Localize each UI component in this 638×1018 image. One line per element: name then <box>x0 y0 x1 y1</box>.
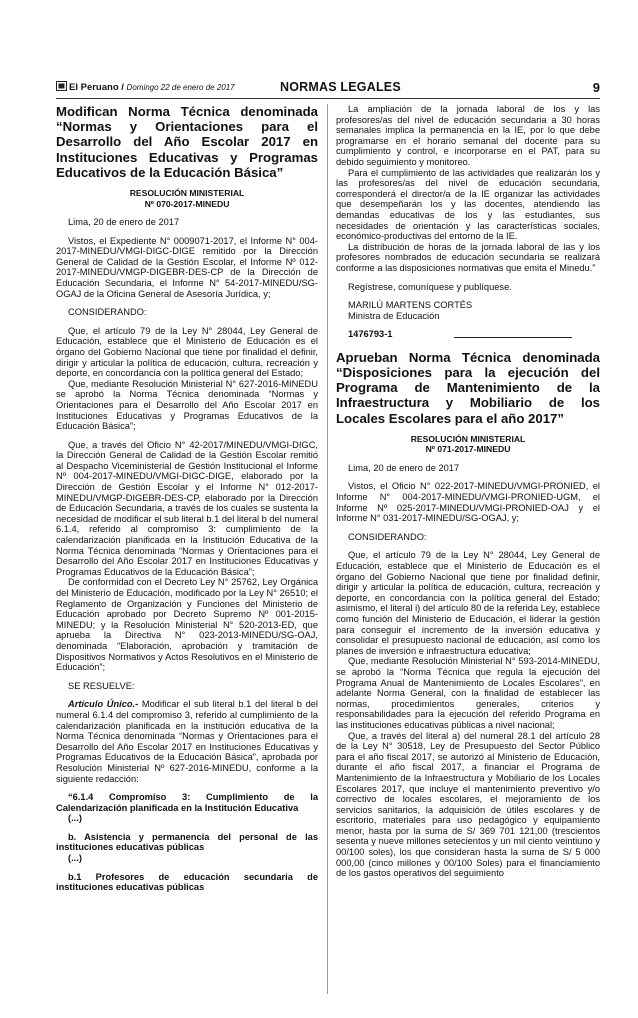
se-resuelve-heading: SE RESUELVE: <box>68 680 135 691</box>
article-text: Modificar el sub literal b.1 del literal b del numeral 6.1.4 del compromiso 3, referido al cumplimiento de la calendarización planificada en la institución educativa de la Norma Técnica denominada “Normas y Orientaciones para el Desarrollo del Año Escolar 2017 en Instituciones Educativas y Programas Educativos de la Educación Básica”, aprobada por Resolución Ministerial Nº 627-2016-MINEDU, conforme a la siguiente redacción: <box>56 699 318 784</box>
el-peruano-logo-icon <box>56 81 67 91</box>
paragraph: La distribución de horas de la jornada laboral de las y los profesores nombrados de educación secundaria se realizará conforme a las disposiciones normativas que emita el Minedu.” <box>336 241 600 273</box>
paragraph: Que, el artículo 79 de la Ley N° 28044, Ley General de Educación, establece que el Ministerio de Educación es el órgano del Gobierno Nacional que tiene por finalidad el definir, dirigir y articular la política de educación, cultura, recreación y deporte, en concordancia con la política general del Estado; <box>56 325 318 379</box>
paragraph: La ampliación de la jornada laboral de los y las profesores/as del nivel de educación secundaria a 30 horas semanales implica la permanencia en la IE, por lo que debe programarse en el horario semanal del docente para su cumplimiento y control, e incorporarse en el PAT, para su debido seguimiento y monitoreo. <box>336 104 600 167</box>
paragraph: Que, a través del Oficio N° 42-2017/MINEDU/VMGI-DIGC, la Dirección General de Calidad de la Gestión Escolar remitió al Despacho Viceministerial de Gestión Institucional el Informe Nº 004-2017-MINEDU/VMGI-DIGC-DIGE, elaborado por la Dirección de Gestión Escolar y el Informe N° 012-2017-MINEDU/VMGP-DIGEBR-DES-CP, elaborado por la Dirección de Educación Secundaria, a través de los cuales se sustenta la necesidad de modificar el sub literal b.1 del literal b del numeral 6.1.4, referido al compromiso 3: cumplimiento de la calendarización planificada en la Institución Educativa de la Norma Técnica denominada “Normas y Orientaciones para el Desarrollo del Año Escolar 2017 en Instituciones Educativas y Programas Educativos de la Educación Básica”; <box>56 439 319 577</box>
signer-title: Ministra de Educación <box>348 310 440 321</box>
right-column <box>336 104 600 879</box>
closing-formula: Regístrese, comuníquese y publíquese. <box>348 281 512 292</box>
ellipsis: (...) <box>68 813 82 824</box>
paragraph: Que, mediante Resolución Ministerial N° 627-2016-MINEDU se aprobó la Norma Técnica denominada “Normas y Orientaciones para el Desarrollo del Año Escolar 2017 en Instituciones Educativas y Programas Educativos de la Educación Básica”; <box>56 378 318 432</box>
page-header <box>56 80 600 98</box>
considerando-heading: CONSIDERANDO: <box>348 531 427 542</box>
section-title: NORMAS LEGALES <box>280 80 401 94</box>
paragraph: De conformidad con el Decreto Ley N° 25762, Ley Orgánica del Ministerio de Educación, modificado por la Ley N° 26510; el Reglamento de Organización y Funciones del Ministerio de Educación aprobado por Decreto Supremo Nº 001-2015-MINEDU; y la Resolución Ministerial N° 520-2013-ED, que aprueba la Directiva N° 023-2013-MINEDU/SG-OAJ, denominada “Elaboración, aprobación y tramitación de Dispositivos Normativos y Actos Resolutivos en el Ministerio de Educación”; <box>56 577 318 673</box>
vistos-paragraph: Vistos, el Oficio N° 022-2017-MINEDU/VMGI-PRONIED, el Informe N° 004-2017-MINEDU/VMGI-PRONIED-UGM, el Informe Nº 025-2017-MINEDU/VMGI-PRONIED-OAJ y el Informe N° 031-2017-MINEDU/SG-OGAJ, y; <box>336 481 600 524</box>
resolution-label: RESOLUCIÓN MINISTERIAL <box>410 433 526 444</box>
place-date: Lima, 20 de enero de 2017 <box>348 462 460 473</box>
left-column <box>56 104 318 893</box>
place-date: Lima, 20 de enero de 2017 <box>68 217 180 228</box>
article-separator <box>454 337 572 338</box>
publication-code: 1476793-1 <box>348 329 393 340</box>
issue-date: Domingo 22 de enero de 2017 <box>126 83 235 92</box>
column-divider <box>327 104 328 994</box>
header-rule <box>56 98 600 99</box>
article-label: Artículo Único.- <box>68 699 139 710</box>
paragraph: Para el cumplimiento de las actividades que realizarán los y las profesores/as del nivel de educación secundaria, corresponderá el director/a de la IE organizar las actividades que desempeñarán los y las docentes, atendiendo las demandas educativas de los y las estudiantes, sus necesidades de orientación y las características sociales, económico-productivas del entorno de la IE. <box>336 167 600 242</box>
considerando-heading: CONSIDERANDO: <box>68 307 147 318</box>
ellipsis: (...) <box>68 853 82 864</box>
page-number: 9 <box>592 80 600 95</box>
quoted-subheading: b. Asistencia y permanencia del personal de las instituciones educativas públicas <box>56 831 318 853</box>
article-unico <box>56 699 318 784</box>
resolution-number: Nº 070-2017-MINEDU <box>144 198 230 209</box>
paragraph: Que, a través del literal a) del numeral 28.1 del artículo 28 de la Ley N° 30518, Ley de Presupuesto del Sector Público para el año fiscal 2017, se autorizó al Ministerio de Educación, durante el año fiscal 2017, a financiar el Programa de Mantenimiento de la Infraestructura y Mobiliario de los Locales Escolares 2017, que incluye el mantenimiento preventivo y/o correctivo de locales escolares, el mejoramiento de los servicios sanitarios, la adquisición de útiles escolares y de escritorio, materiales para uso pedagógico y equipamiento menor, hasta por la suma de S/ 369 701 121,00 (trescientos sesenta y nueve millones setecientos y un mil ciento veintiuno y 00/100 soles), los que consideran hasta la suma de S/ 5 000 000,00 (cinco millones y 00/100 Soles) para el financiamiento de los gastos operativos del seguimiento <box>336 730 600 879</box>
paragraph: Que, el artículo 79 de la Ley N° 28044, Ley General de Educación, establece que el Ministerio de Educación es el órgano del Gobierno Nacional que tiene por finalidad definir, dirigir y articular la política de educación, cultura, recreación y deporte, en concordancia con la política general del Estado; asimismo, el literal i) del artículo 80 de la referida Ley, establece como función del Ministerio de Educación, el liderar la gestión para conseguir el incremento de la inversión educativa y consolidar el presupuesto nacional de educación, así como los planes de inversión e infraestructura educativa; <box>336 550 600 656</box>
quoted-heading: “6.1.4 Compromiso 3: Cumplimiento de la Calendarización planificada en la Institución Educativa <box>56 792 318 813</box>
article-title: Aprueban Norma Técnica denominada “Disposiciones para la ejecución del Programa de Mantenimiento de la Infraestructura y Mobiliario de los Locales Escolares para el año 2017” <box>336 349 600 426</box>
resolution-number: Nº 071-2017-MINEDU <box>425 444 511 455</box>
paragraph: Que, mediante Resolución Ministerial N° 593-2014-MINEDU, se aprobó la “Norma Técnica que regula la ejecución del Programa Anual de Mantenimiento de Locales Escolares”, en adelante Norma General, con la finalidad de establecer las normas, procedimientos generales, criterios y responsabilidades para la ejecución del referido Programa en las instituciones educativas públicas a nivel nacional; <box>336 656 600 730</box>
signer-name: MARILÚ MARTENS CORTÉS <box>348 300 473 311</box>
vistos-paragraph: Vistos, el Expediente N° 0009071-2017, el Informe N° 004-2017-MINEDU/VMGI-DIGC-DIGE remitido por la Dirección General de Calidad de la Gestión Escolar, el Informe Nº 012-2017-MINEDU/VMGP-DIGEBR-DES-CP de la Dirección de Educación Secundaria, el Informe N° 54-2017-MINEDU/SG-OGAJ de la Oficina General de Asesoría Jurídica, y; <box>56 235 318 299</box>
article-title: Modifican Norma Técnica denominada “Normas y Orientaciones para el Desarrollo del Año Escolar 2017 en Instituciones Educativas y Programas Educativos de la Educación Básica” <box>56 104 318 180</box>
newspaper-name: El Peruano <box>69 82 119 93</box>
masthead: El Peruano / Domingo 22 de enero de 2017 <box>56 81 235 93</box>
quoted-subheading: b.1 Profesores de educación secundaria de instituciones educativas públicas <box>56 871 318 893</box>
resolution-label: RESOLUCIÓN MINISTERIAL <box>129 188 245 199</box>
